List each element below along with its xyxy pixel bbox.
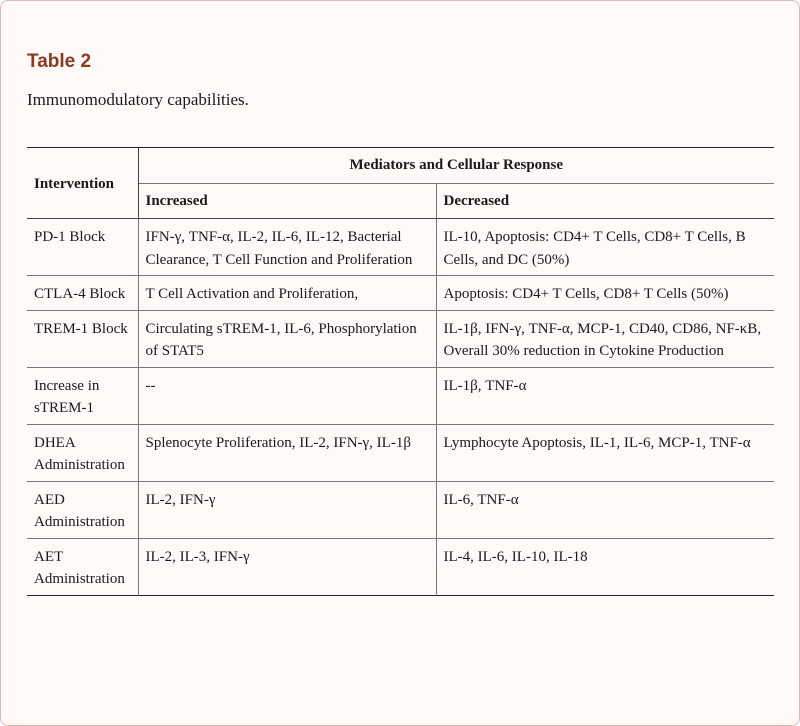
cell-increased: IL-2, IFN-γ <box>138 481 436 538</box>
cell-intervention: AET Administration <box>27 538 138 595</box>
table-caption: Immunomodulatory capabilities. <box>27 90 249 109</box>
table-row <box>27 310 774 367</box>
cell-increased: Splenocyte Proliferation, IL-2, IFN-γ, IL-1β <box>138 424 436 481</box>
immunomodulatory-table <box>27 147 774 596</box>
cell-decreased: IL-6, TNF-α <box>436 481 774 538</box>
header-increased: Increased <box>138 183 436 219</box>
table-row <box>27 424 774 481</box>
header-intervention: Intervention <box>27 148 138 219</box>
cell-increased: -- <box>138 367 436 424</box>
cell-intervention: AED Administration <box>27 481 138 538</box>
cell-intervention: CTLA-4 Block <box>27 276 138 311</box>
cell-intervention: Increase in sTREM-1 <box>27 367 138 424</box>
cell-decreased: IL-1β, IFN-γ, TNF-α, MCP-1, CD40, CD86, NF-κB, Overall 30% reduction in Cytokine Production <box>436 310 774 367</box>
cell-intervention: DHEA Administration <box>27 424 138 481</box>
cell-decreased: IL-1β, TNF-α <box>436 367 774 424</box>
table-row <box>27 481 774 538</box>
header-mediators-group: Mediators and Cellular Response <box>138 148 774 184</box>
table-row <box>27 276 774 311</box>
cell-increased: Circulating sTREM-1, IL-6, Phosphorylation of STAT5 <box>138 310 436 367</box>
cell-decreased: Lymphocyte Apoptosis, IL-1, IL-6, MCP-1, TNF-α <box>436 424 774 481</box>
cell-intervention: PD-1 Block <box>27 219 138 276</box>
table-row <box>27 367 774 424</box>
cell-decreased: IL-10, Apoptosis: CD4+ T Cells, CD8+ T Cells, B Cells, and DC (50%) <box>436 219 774 276</box>
cell-decreased: IL-4, IL-6, IL-10, IL-18 <box>443 548 588 565</box>
table-label: Table 2 <box>27 51 92 72</box>
table-row <box>27 538 774 595</box>
cell-decreased: Apoptosis: CD4+ T Cells, CD8+ T Cells (50%) <box>436 276 774 311</box>
cell-increased: IFN-γ, TNF-α, IL-2, IL-6, IL-12, Bacterial Clearance, T Cell Function and Proliferation <box>138 219 436 276</box>
cell-increased: T Cell Activation and Proliferation, <box>138 276 436 311</box>
header-decreased: Decreased <box>436 183 774 219</box>
table-row <box>27 219 774 276</box>
cell-intervention: TREM-1 Block <box>27 310 138 367</box>
cell-increased: IL-2, IL-3, IFN-γ <box>138 538 436 595</box>
table-body <box>27 219 774 596</box>
